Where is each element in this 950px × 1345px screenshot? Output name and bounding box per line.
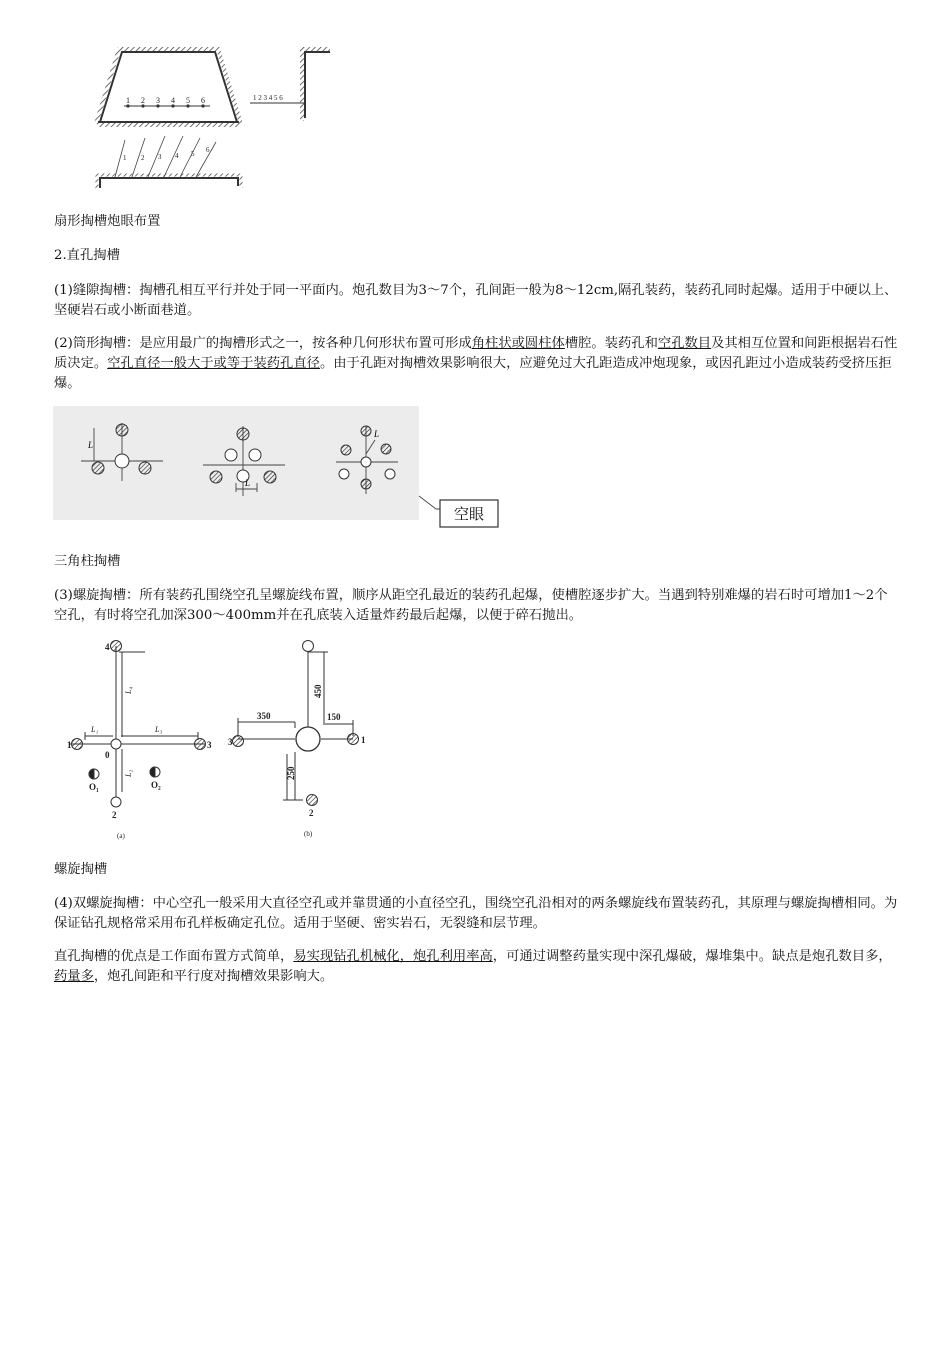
hole-label: 1 [361,735,366,745]
callout-empty-hole: 空眼 [453,506,485,523]
fan-bottom-label: 2 [141,154,145,162]
hole-label: 3 [228,737,233,747]
fan-side-labels: 1 2 3 4 5 6 [253,94,283,102]
fan-top-label: 3 [156,96,160,105]
side-view [250,49,330,121]
para-double-spiral-cut: (4)双螺旋掏槽：中心空孔一般采用大直径空孔或并靠贯通的小直径空孔，围绕空孔沿相对的两条螺旋线布置装药孔，其原理与螺旋掏槽相同。为保证钻孔规格常采用布孔样板确定孔位。适用于坚硬、密实岩石，无裂缝和层节理。 [54,896,898,931]
para-cylinder-cut [54,334,899,394]
fig-b-tag: (b) [304,830,313,838]
hole-label: 2 [112,810,117,820]
L4-label: L₄ [124,686,133,694]
fan-top-label: 5 [186,96,190,105]
L2-label: L₂ [124,769,133,777]
dim-450: 450 [313,684,323,698]
L1-label: L₁ [91,725,99,734]
text-run: ，炮孔间距和平行度对掏槽效果影响大。 [93,969,334,984]
text-run: 及其相互位置和间距根据岩石性质决定。 [54,336,898,371]
prism-cut-figure [53,406,503,531]
fan-bottom-label: 5 [191,150,195,158]
L3-label: L₃ [155,725,163,734]
prism-L-label: L [374,429,380,439]
fan-bottom-label: 3 [158,153,162,161]
fan-bottom-label: 1 [123,154,127,162]
fan-top-label: 4 [171,96,175,105]
underlined-text: 易实现钻孔机械化，炮孔利用率高 [293,949,493,964]
text-run: 。由于孔距对掏槽效果影响很大，应避免过大孔距造成冲炮现象，或因孔距过小造成装药受挤压拒爆。 [54,356,892,391]
o1-label: O₁ [89,782,99,792]
underlined-text: 空孔数目 [657,336,712,351]
underlined-text: 药量多 [54,969,94,984]
center-label: 0 [105,750,110,760]
fan-cut-figure [90,40,350,195]
text-run: (2)筒形掏槽：是应用最广的掏槽形式之一，按各种几何形状布置可形成 [54,336,472,351]
text-run: 槽腔。装药孔和 [564,336,658,351]
underlined-text: 空孔直径一般大于或等于装药孔直径 [107,356,320,371]
caption-prism-cut: 三角柱掏槽 [54,554,121,569]
fig-a-tag: (a) [117,832,125,840]
text-run: 直孔掏槽的优点是工作面布置方式简单， [54,949,294,964]
fan-top-label: 1 [126,96,130,105]
para-summary [54,947,899,987]
prism-L-label: L [88,440,94,450]
para-slot-cut: (1)缝隙掏槽：掏槽孔相互平行并处于同一平面内。炮孔数目为3～7个，孔间距一般为8～12cm,隔孔装药，装药孔同时起爆。适用于中硬以上、坚硬岩石或小断面巷道。 [54,283,898,318]
caption-fan-cut: 扇形掏槽炮眼布置 [54,214,161,229]
spiral-cut-figure [55,632,385,847]
hole-label: 1 [67,740,72,750]
hole-label: 3 [207,740,212,750]
dim-350: 350 [257,711,271,721]
fan-bottom-label: 4 [175,152,179,160]
trapezoid-section [96,49,241,125]
o2-label: O₂ [151,780,161,790]
fan-bottom [97,136,241,190]
text-run: ，可通过调整药量实现中深孔爆破，爆堆集中。缺点是炮孔数目多， [492,949,892,964]
fan-top-label: 6 [201,96,205,105]
fan-top-label: 2 [141,96,145,105]
dim-250: 250 [286,766,296,780]
caption-spiral-cut: 螺旋掏槽 [54,862,108,877]
dim-150: 150 [327,712,341,722]
hole-label: 4 [105,642,110,652]
prism-L-label: L [245,478,251,488]
hole-label: 2 [309,808,314,818]
para-spiral-cut: (3)螺旋掏槽：所有装药孔围绕空孔呈螺旋线布置，顺序从距空孔最近的装药孔起爆，使槽腔逐步扩大。当遇到特别难爆的岩石时可增加1～2个空孔，有时将空孔加深300～400mm并在孔底装入适量炸药最后起爆，以便于碎石抛出。 [54,588,888,623]
heading-straight-cut: 2.直孔掏槽 [54,248,120,263]
fan-bottom-label: 6 [206,146,210,154]
underlined-text: 角柱状或圆柱体 [471,336,565,351]
